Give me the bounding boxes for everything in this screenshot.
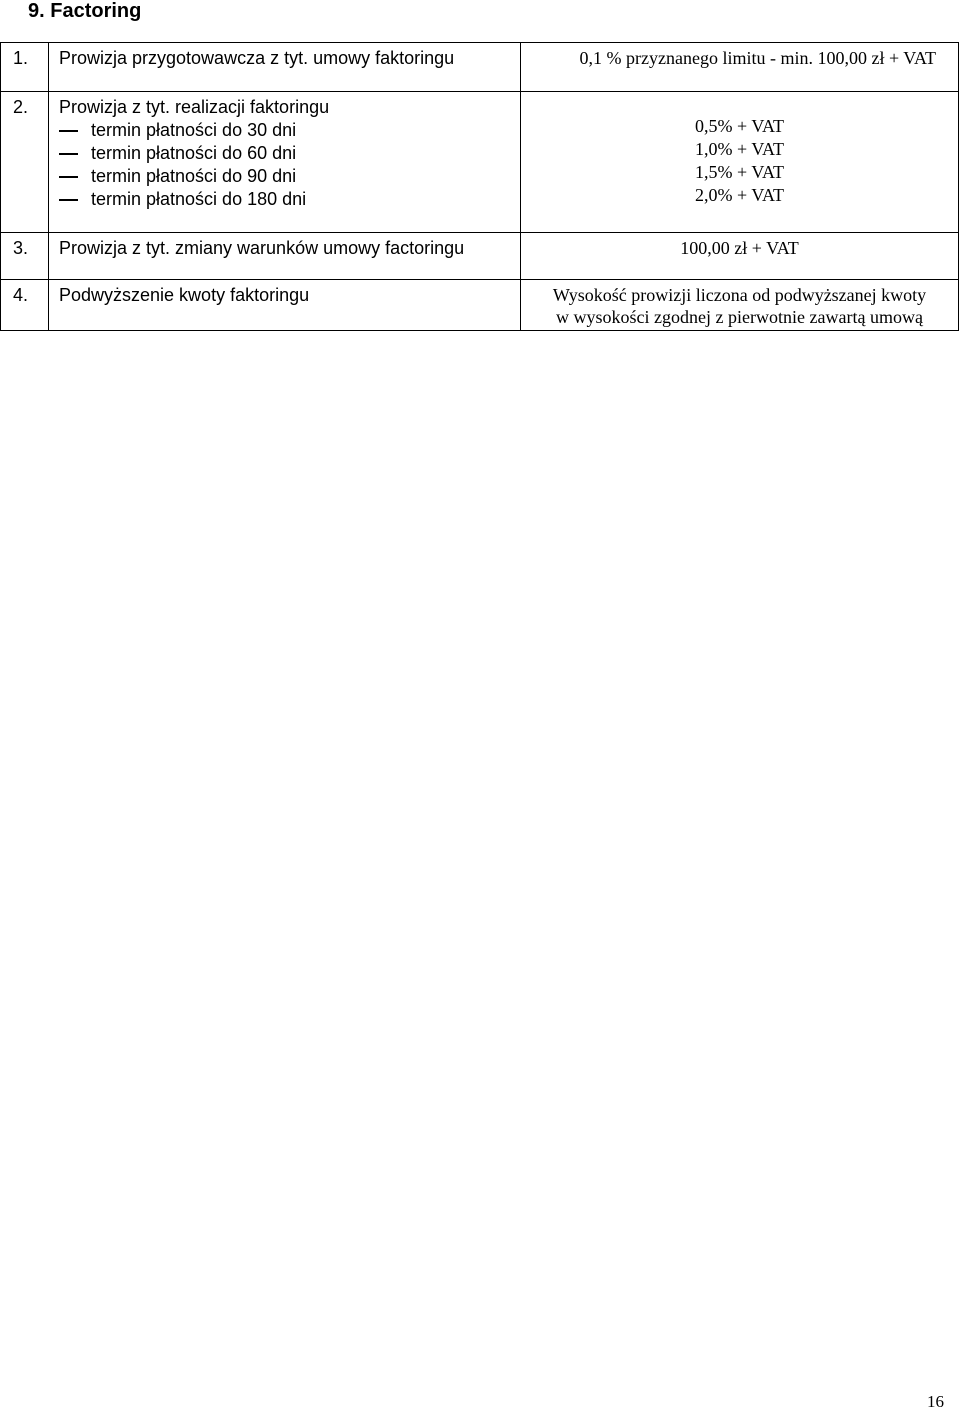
dash-bullet-icon	[59, 199, 78, 201]
row-value: 100,00 zł + VAT	[521, 233, 959, 280]
dash-bullet-icon	[59, 130, 78, 132]
payment-term-values	[521, 115, 958, 207]
table-row	[1, 92, 959, 233]
row-description: Podwyższenie kwoty faktoringu	[49, 280, 521, 331]
row-value-line: w wysokości zgodnej z pierwotnie zawartą umową	[556, 307, 923, 327]
row-value-cell	[521, 280, 959, 331]
list-item	[59, 165, 520, 188]
list-item	[59, 188, 520, 211]
row-number: 2.	[1, 92, 49, 233]
row-description-cell	[49, 92, 521, 233]
payment-term-list	[59, 119, 520, 211]
table-row	[1, 280, 959, 331]
list-item	[59, 142, 520, 165]
payment-term-value: 1,0% + VAT	[695, 139, 784, 159]
payment-term-label: termin płatności do 30 dni	[91, 120, 297, 140]
payment-term-label: termin płatności do 180 dni	[91, 189, 307, 209]
row-description: Prowizja z tyt. realizacji faktoringu	[59, 97, 330, 117]
dash-bullet-icon	[59, 153, 78, 155]
row-description: Prowizja przygotowawcza z tyt. umowy faktoringu	[49, 43, 521, 92]
row-value-text: 0,1 % przyznanego limitu - min. 100,00 zł + VAT	[579, 48, 936, 68]
payment-term-value: 0,5% + VAT	[695, 116, 784, 136]
row-number: 3.	[1, 233, 49, 280]
row-number: 4.	[1, 280, 49, 331]
page-number: 16	[927, 1392, 944, 1411]
payment-term-label: termin płatności do 60 dni	[91, 143, 297, 163]
table-row	[1, 43, 959, 92]
table-row	[1, 233, 959, 280]
payment-term-label: termin płatności do 90 dni	[91, 166, 297, 186]
dash-bullet-icon	[59, 176, 78, 178]
list-item	[59, 119, 520, 142]
row-description: Prowizja z tyt. zmiany warunków umowy factoringu	[49, 233, 521, 280]
row-value	[521, 43, 959, 92]
row-number: 1.	[1, 43, 49, 92]
factoring-fees-table	[0, 42, 959, 331]
payment-term-value: 2,0% + VAT	[695, 185, 784, 205]
section-title: 9. Factoring	[28, 0, 142, 22]
row-value-cell	[521, 92, 959, 233]
payment-term-value: 1,5% + VAT	[695, 162, 784, 182]
row-value-line: Wysokość prowizji liczona od podwyższanej kwoty	[552, 285, 927, 305]
